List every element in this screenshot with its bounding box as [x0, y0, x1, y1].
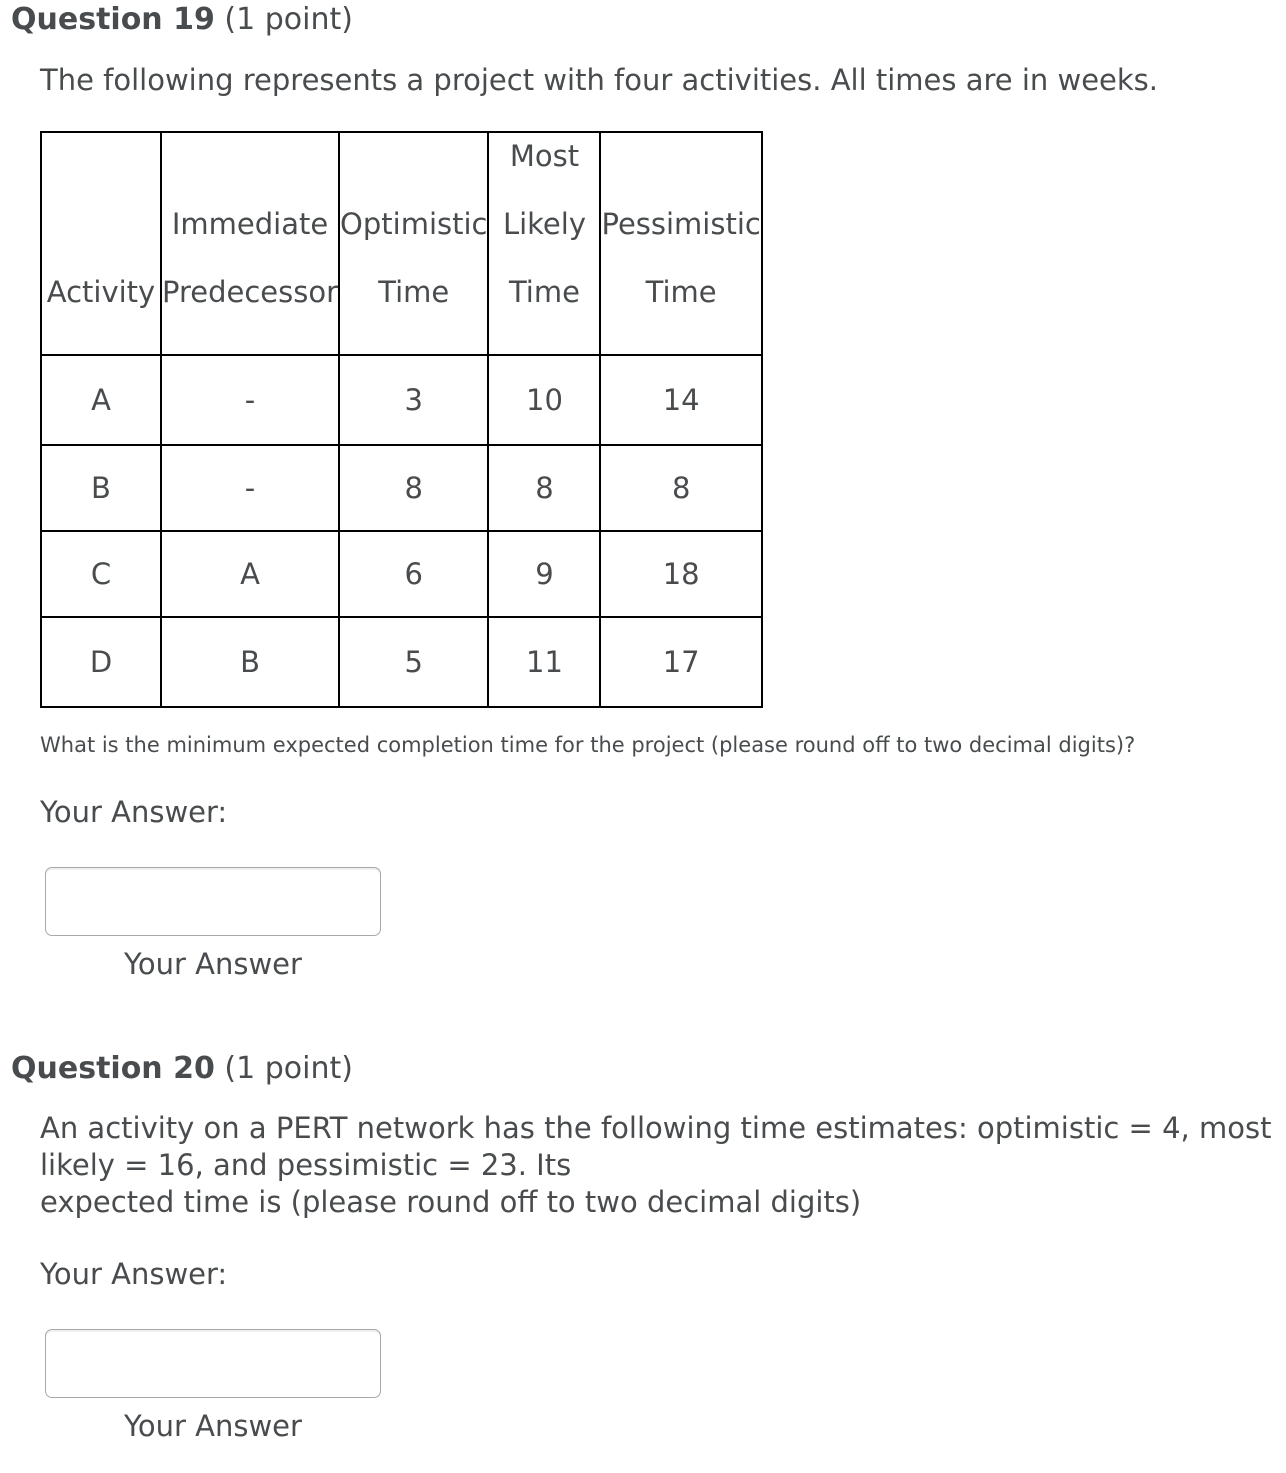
question-19-answer-caption: Your Answer [124, 947, 302, 981]
cell-most-likely: 9 [488, 531, 600, 617]
cell-predecessor: - [161, 355, 339, 445]
cell-predecessor: - [161, 445, 339, 531]
cell-pessimistic: 8 [600, 445, 761, 531]
question-20-answer-label: Your Answer: [40, 1257, 228, 1291]
question-19-answer-input[interactable] [45, 867, 381, 936]
activity-table [40, 131, 763, 708]
cell-predecessor: A [161, 531, 339, 617]
header-activity: Activity [41, 132, 161, 355]
cell-optimistic: 3 [339, 355, 488, 445]
question-19-number: Question 19 [11, 2, 215, 37]
cell-activity: C [41, 531, 161, 617]
table-row [41, 531, 762, 617]
question-20-answer-caption: Your Answer [124, 1409, 302, 1443]
table-row [41, 617, 762, 707]
table-row [41, 445, 762, 531]
cell-activity: D [41, 617, 161, 707]
question-19-answer-label: Your Answer: [40, 795, 228, 829]
cell-most-likely: 11 [488, 617, 600, 707]
cell-optimistic: 6 [339, 531, 488, 617]
question-20-text [40, 1110, 1270, 1221]
question-20-title [11, 1049, 353, 1089]
header-most-likely-time: Most Likely Time [488, 132, 600, 355]
cell-pessimistic: 17 [600, 617, 761, 707]
table-header-row [41, 132, 762, 355]
cell-pessimistic: 18 [600, 531, 761, 617]
question-19-prompt: What is the minimum expected completion time for the project (please round off to two decimal digits)? [40, 733, 1136, 757]
question-20-answer-input[interactable] [45, 1329, 381, 1398]
question-20-points: (1 point) [224, 1051, 353, 1086]
question-20-text-line-3: expected time is (please round off to two decimal digits) [40, 1185, 862, 1219]
cell-activity: A [41, 355, 161, 445]
header-optimistic-time: Optimistic Time [339, 132, 488, 355]
cell-optimistic: 8 [339, 445, 488, 531]
question-19-points: (1 point) [224, 2, 353, 37]
cell-predecessor: B [161, 617, 339, 707]
cell-most-likely: 8 [488, 445, 600, 531]
cell-activity: B [41, 445, 161, 531]
question-19-title [11, 0, 353, 40]
question-19-intro: The following represents a project with four activities. All times are in weeks. [40, 63, 1159, 97]
cell-pessimistic: 14 [600, 355, 761, 445]
question-20-number: Question 20 [11, 1051, 215, 1086]
table-row [41, 355, 762, 445]
question-20-text-line-2: likely = 16, and pessimistic = 23. Its [40, 1148, 572, 1182]
cell-most-likely: 10 [488, 355, 600, 445]
cell-optimistic: 5 [339, 617, 488, 707]
question-20-text-line-1: An activity on a PERT network has the following time estimates: optimistic = 4, most [40, 1111, 1272, 1145]
header-immediate-predecessor: Immediate Predecessor [161, 132, 339, 355]
header-pessimistic-time: Pessimistic Time [600, 132, 761, 355]
